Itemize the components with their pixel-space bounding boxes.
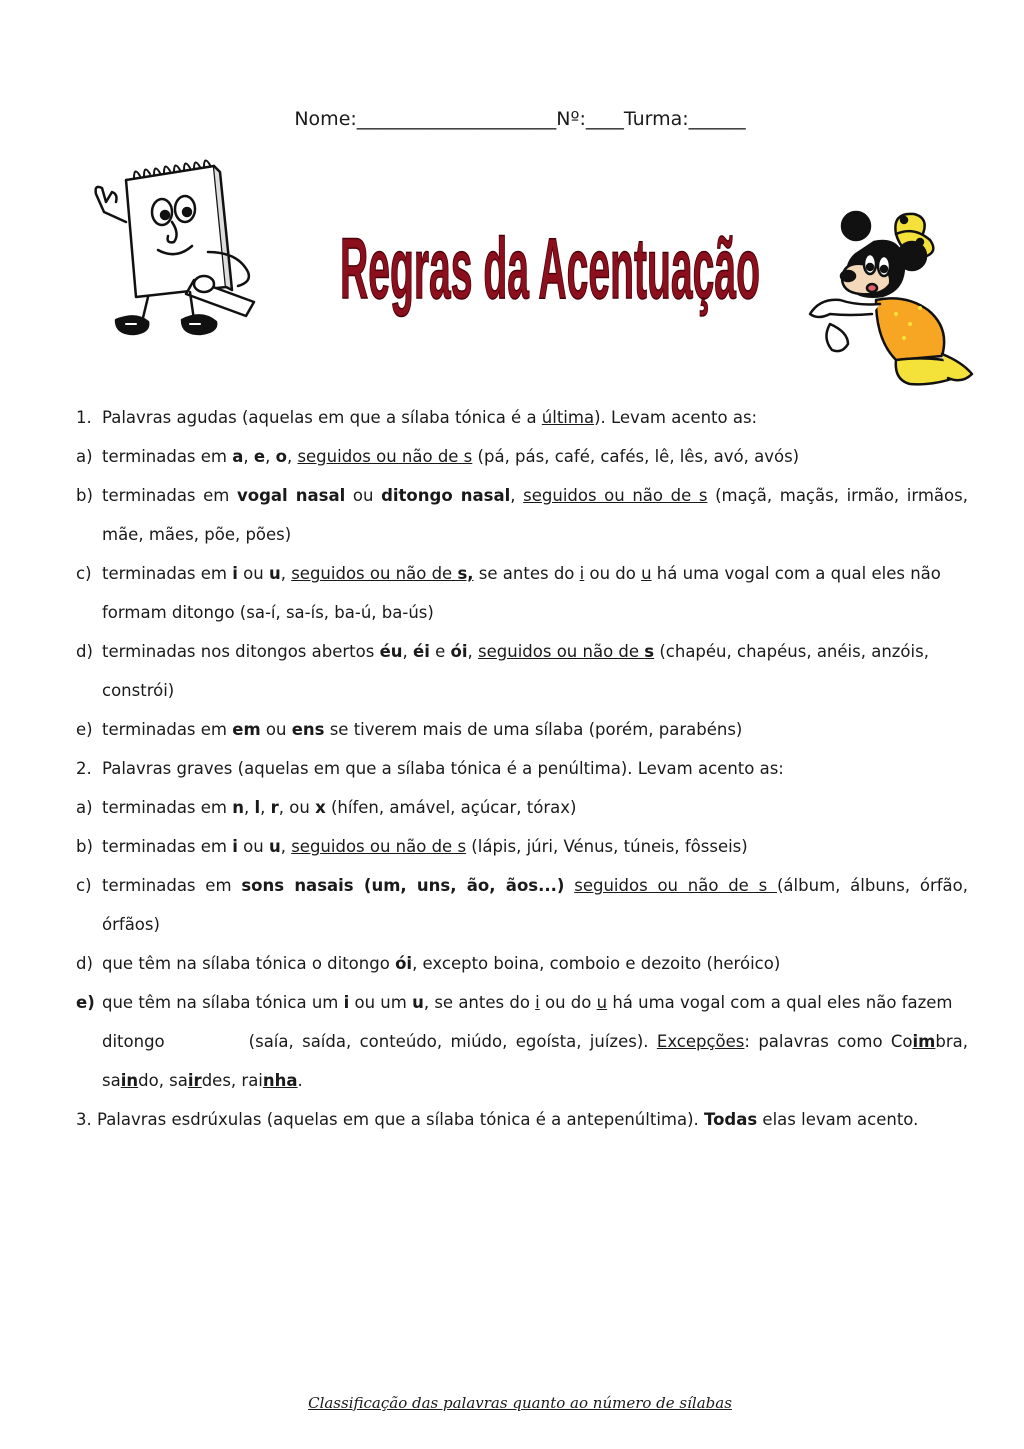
section-2-heading: 2. Palavras graves (aquelas em que a sílaba tónica é a penúltima). Levam acento as: [76,759,784,778]
rule-1b: b) terminadas em vogal nasal ou ditongo nasal, seguidos ou não de s (maçã, maçãs, irmão, irmãos, [76,486,968,505]
rule-1d-continued: constrói) [102,681,175,700]
rule-1c: c) terminadas em i ou u, seguidos ou não de s, se antes do i ou do u há uma vogal com a qual eles não [76,564,941,583]
rule-1b-continued: mãe, mães, põe, pões) [102,525,292,544]
rule-1d: d) terminadas nos ditongos abertos éu, éi e ói, seguidos ou não de s (chapéu, chapéus, anéis, anzóis, [76,642,929,661]
class-label: Turma: [623,108,689,130]
rule-2c-continued: órfãos) [102,915,160,934]
number-blank[interactable]: ____ [585,108,624,130]
rule-2d: d) que têm na sílaba tónica o ditongo ói, excepto boina, comboio e dezoito (heróico) [76,954,781,973]
section-3-heading: 3. Palavras esdrúxulas (aquelas em que a sílaba tónica é a antepenúltima). Todas elas levam acento. [76,1110,919,1129]
footer-heading: Classificação das palavras quanto ao número de sílabas [308,1394,732,1412]
name-label: Nome: [294,108,357,130]
rule-2c: c) terminadas em sons nasais (um, uns, ão, ãos...) seguidos ou não de s (álbum, álbuns, órfão, [76,876,969,895]
notebook-mascot-icon [86,152,276,352]
page-title [320,190,780,330]
rule-2e-examples: saindo, sairdes, rainha. [102,1071,303,1090]
rule-1c-continued: formam ditongo (sa-í, sa-ís, ba-ú, ba-ús) [102,603,434,622]
minnie-mouse-icon [800,204,990,394]
rule-1a: a) terminadas em a, e, o, seguidos ou não de s (pá, pás, café, cafés, lê, lês, avó, avós) [76,447,800,466]
name-blank[interactable]: _____________________ [356,108,557,130]
rule-2a: a) terminadas em n, l, r, ou x (hífen, amável, açúcar, tórax) [76,798,577,817]
section-1-heading: 1. Palavras agudas (aquelas em que a sílaba tónica é a última). Levam acento as: [76,408,758,427]
rule-2e: e) que têm na sílaba tónica um i ou um u, se antes do i ou do u há uma vogal com a qual eles não fazem [76,993,953,1012]
number-label: Nº: [556,108,586,130]
rule-1e: e) terminadas em em ou ens se tiverem mais de uma sílaba (porém, parabéns) [76,720,743,739]
rule-2b: b) terminadas em i ou u, seguidos ou não de s (lápis, júri, Vénus, túneis, fôsseis) [76,837,748,856]
student-info-line [0,108,1024,130]
class-blank[interactable]: ______ [688,108,746,130]
page-title-text: Regras da Acentuação [340,221,760,317]
rule-2e-continued: ditongo (saía, saída, conteúdo, miúdo, egoísta, juízes). Excepções: palavras como Coimbra, [102,1032,968,1051]
rules-content [76,398,968,1139]
